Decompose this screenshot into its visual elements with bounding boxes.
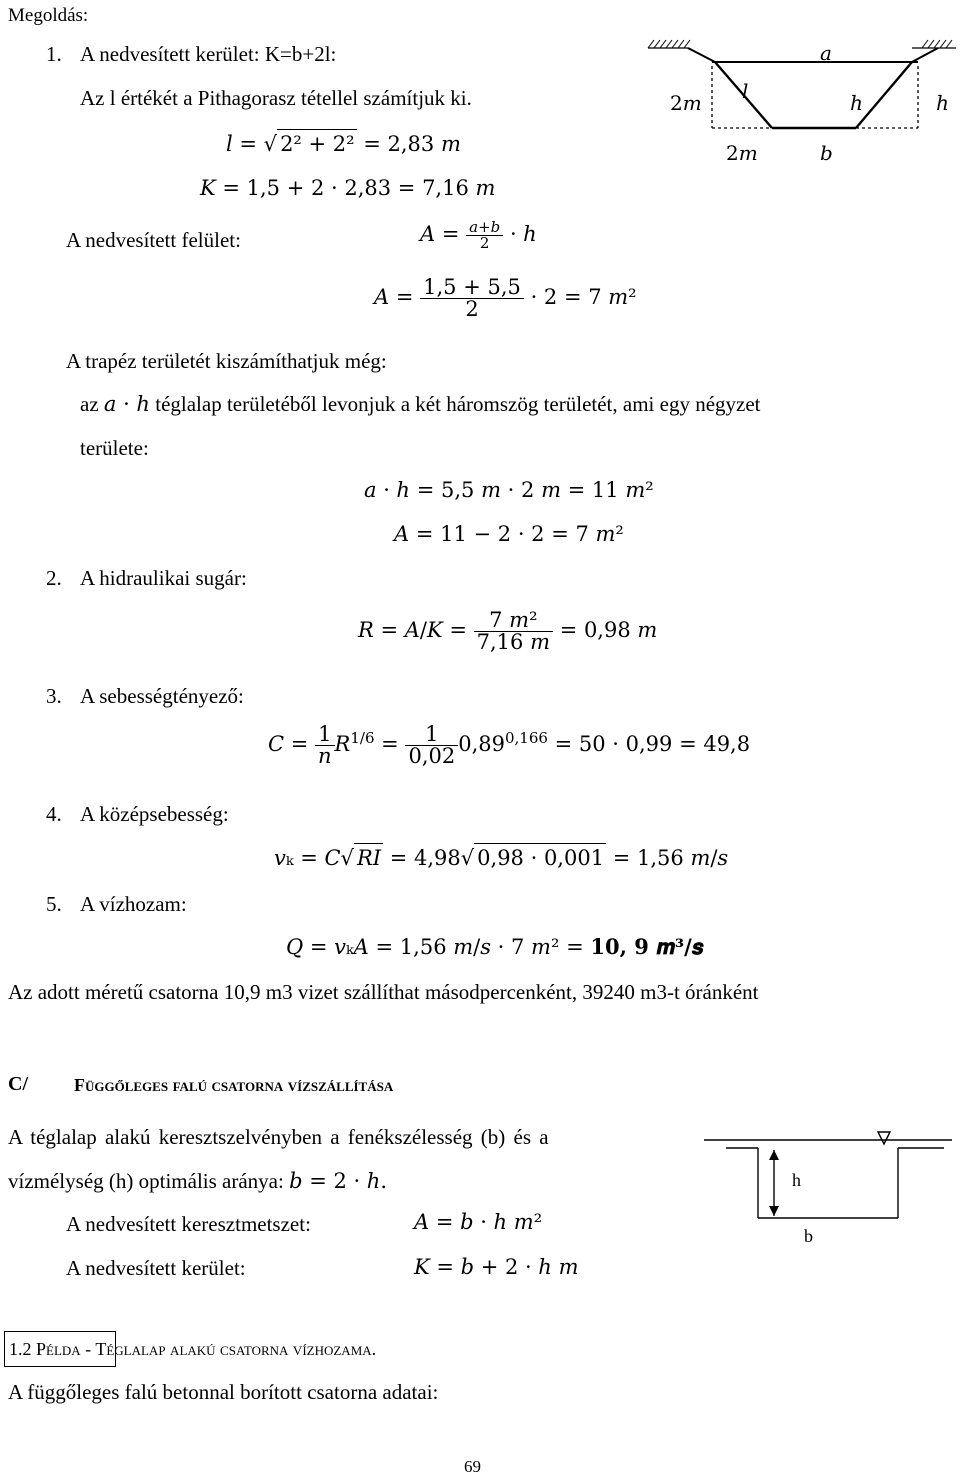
section-c-title: Függőleges falú csatorna vízszállítása — [74, 1075, 394, 1095]
diagram-label-a: 𝑎 — [820, 41, 832, 65]
step-5-number: 5. — [46, 892, 62, 916]
step-2-number: 2. — [46, 566, 62, 590]
paragraph-line-1: az 𝑎 · ℎ téglalap területéből levonjuk a két háromszög területét, ami egy négyzet — [80, 392, 761, 416]
formula-hydraulic-radius: 𝑅 = 𝐴/𝐾 = $\frac{\text{7 𝑚²}}{\text{7,16 𝑚}}$ = 0,98 𝑚 — [358, 608, 658, 654]
formula-ah: 𝑎 · ℎ = 5,5 𝑚 · 2 𝑚 = 11 𝑚² — [364, 478, 654, 502]
perimeter-label: A nedvesített kerület: — [66, 1256, 246, 1280]
rect-diagram-label-b: b — [804, 1226, 813, 1246]
step-4-title: A középsebesség: — [80, 802, 229, 826]
section-c-tag: C/ — [8, 1073, 28, 1095]
diagram-label-h-right: ℎ — [936, 91, 949, 115]
example-description: A függőleges falú betonnal borított csatorna adatai: — [8, 1380, 439, 1404]
formula-l: 𝑙 = √ 2² + 2² = 2,83 𝑚 — [226, 134, 461, 155]
step-3-title: A sebességtényező: — [80, 684, 244, 708]
wetted-area-label: A nedvesített felület: — [66, 228, 241, 252]
diagram-label-h-mid: ℎ — [850, 91, 863, 115]
page-number: 69 — [464, 1457, 481, 1476]
diagram-label-2m-bottom: 2𝑚 — [726, 141, 758, 165]
diagram-label-b: 𝑏 — [820, 141, 833, 165]
area-label: A nedvesített keresztmetszet: — [66, 1212, 311, 1236]
pythagoras-note: Az l értékét a Pithagorasz tétellel számítjuk ki. — [80, 86, 472, 110]
paragraph-line-2: területe: — [80, 436, 149, 460]
formula-area-calc: 𝐴 = $\frac{1,5 + 5,5}{2}$ · 2 = 7 𝑚² — [374, 275, 637, 321]
formula-area-subtract: 𝐴 = 11 − 2 · 2 = 7 𝑚² — [394, 522, 624, 546]
solution-header: Megoldás: — [8, 5, 89, 26]
section-c-paragraph-2: vízmélység (h) optimális aránya: 𝑏 = 2 · ℎ. — [8, 1169, 388, 1193]
conclusion-text: Az adott méretű csatorna 10,9 m3 vizet szállíthat másodpercenként, 39240 m3-t óránként — [8, 980, 759, 1004]
section-c-paragraph-1: A téglalap alakú keresztszelvényben a fenékszélesség (b) és a — [8, 1125, 549, 1149]
step-2-title: A hidraulikai sugár: — [80, 566, 247, 590]
formula-mean-velocity: 𝑣ₖ = 𝐶√ 𝑅𝐼 = 4,98√ 0,98 · 0,001 = 1,56 𝑚/𝑠 — [274, 848, 728, 869]
rect-diagram-label-h: h — [792, 1170, 801, 1190]
formula-rect-perimeter: 𝐾 = 𝑏 + 2 · ℎ 𝑚 — [414, 1255, 579, 1279]
formula-discharge: 𝑄 = 𝑣ₖ𝐴 = 1,56 𝑚/𝑠 · 7 𝑚² = 𝟏𝟎, 𝟗 𝒎³/𝒔 — [286, 934, 704, 959]
step-3-number: 3. — [46, 684, 62, 708]
step-1-number: 1. — [46, 42, 62, 66]
formula-velocity-coefficient: 𝐶 = $\frac{1}{\text{𝑛}}$ 𝑅$^{1/6}$ = $\frac{1}{0,02}$ $0,89^{0,166} = 50 \cdot 0,99 = 49,8$ — [268, 722, 751, 768]
step-1-title: A nedvesített kerület: K=b+2l: — [80, 42, 337, 66]
example-title: 1.2 Példa - Téglalap alakú csatorna vízhozama. — [9, 1339, 377, 1359]
step-4-number: 4. — [46, 802, 62, 826]
formula-area-definition: 𝐴 = $\frac{\text{𝑎+𝑏}}{2}$ · ℎ — [420, 218, 537, 252]
trapezoid-channel-diagram — [640, 36, 960, 176]
rectangular-channel-diagram — [698, 1124, 960, 1254]
trapezoid-area-text: A trapéz területét kiszámíthatjuk még: — [66, 349, 387, 373]
diagram-label-l: 𝑙 — [742, 79, 749, 103]
step-5-title: A vízhozam: — [80, 892, 187, 916]
formula-K: 𝐾 = 1,5 + 2 · 2,83 = 7,16 𝑚 — [200, 176, 496, 200]
diagram-label-2m-left: 2𝑚 — [670, 91, 702, 115]
formula-rect-area: 𝐴 = 𝑏 · ℎ 𝑚² — [414, 1210, 543, 1234]
